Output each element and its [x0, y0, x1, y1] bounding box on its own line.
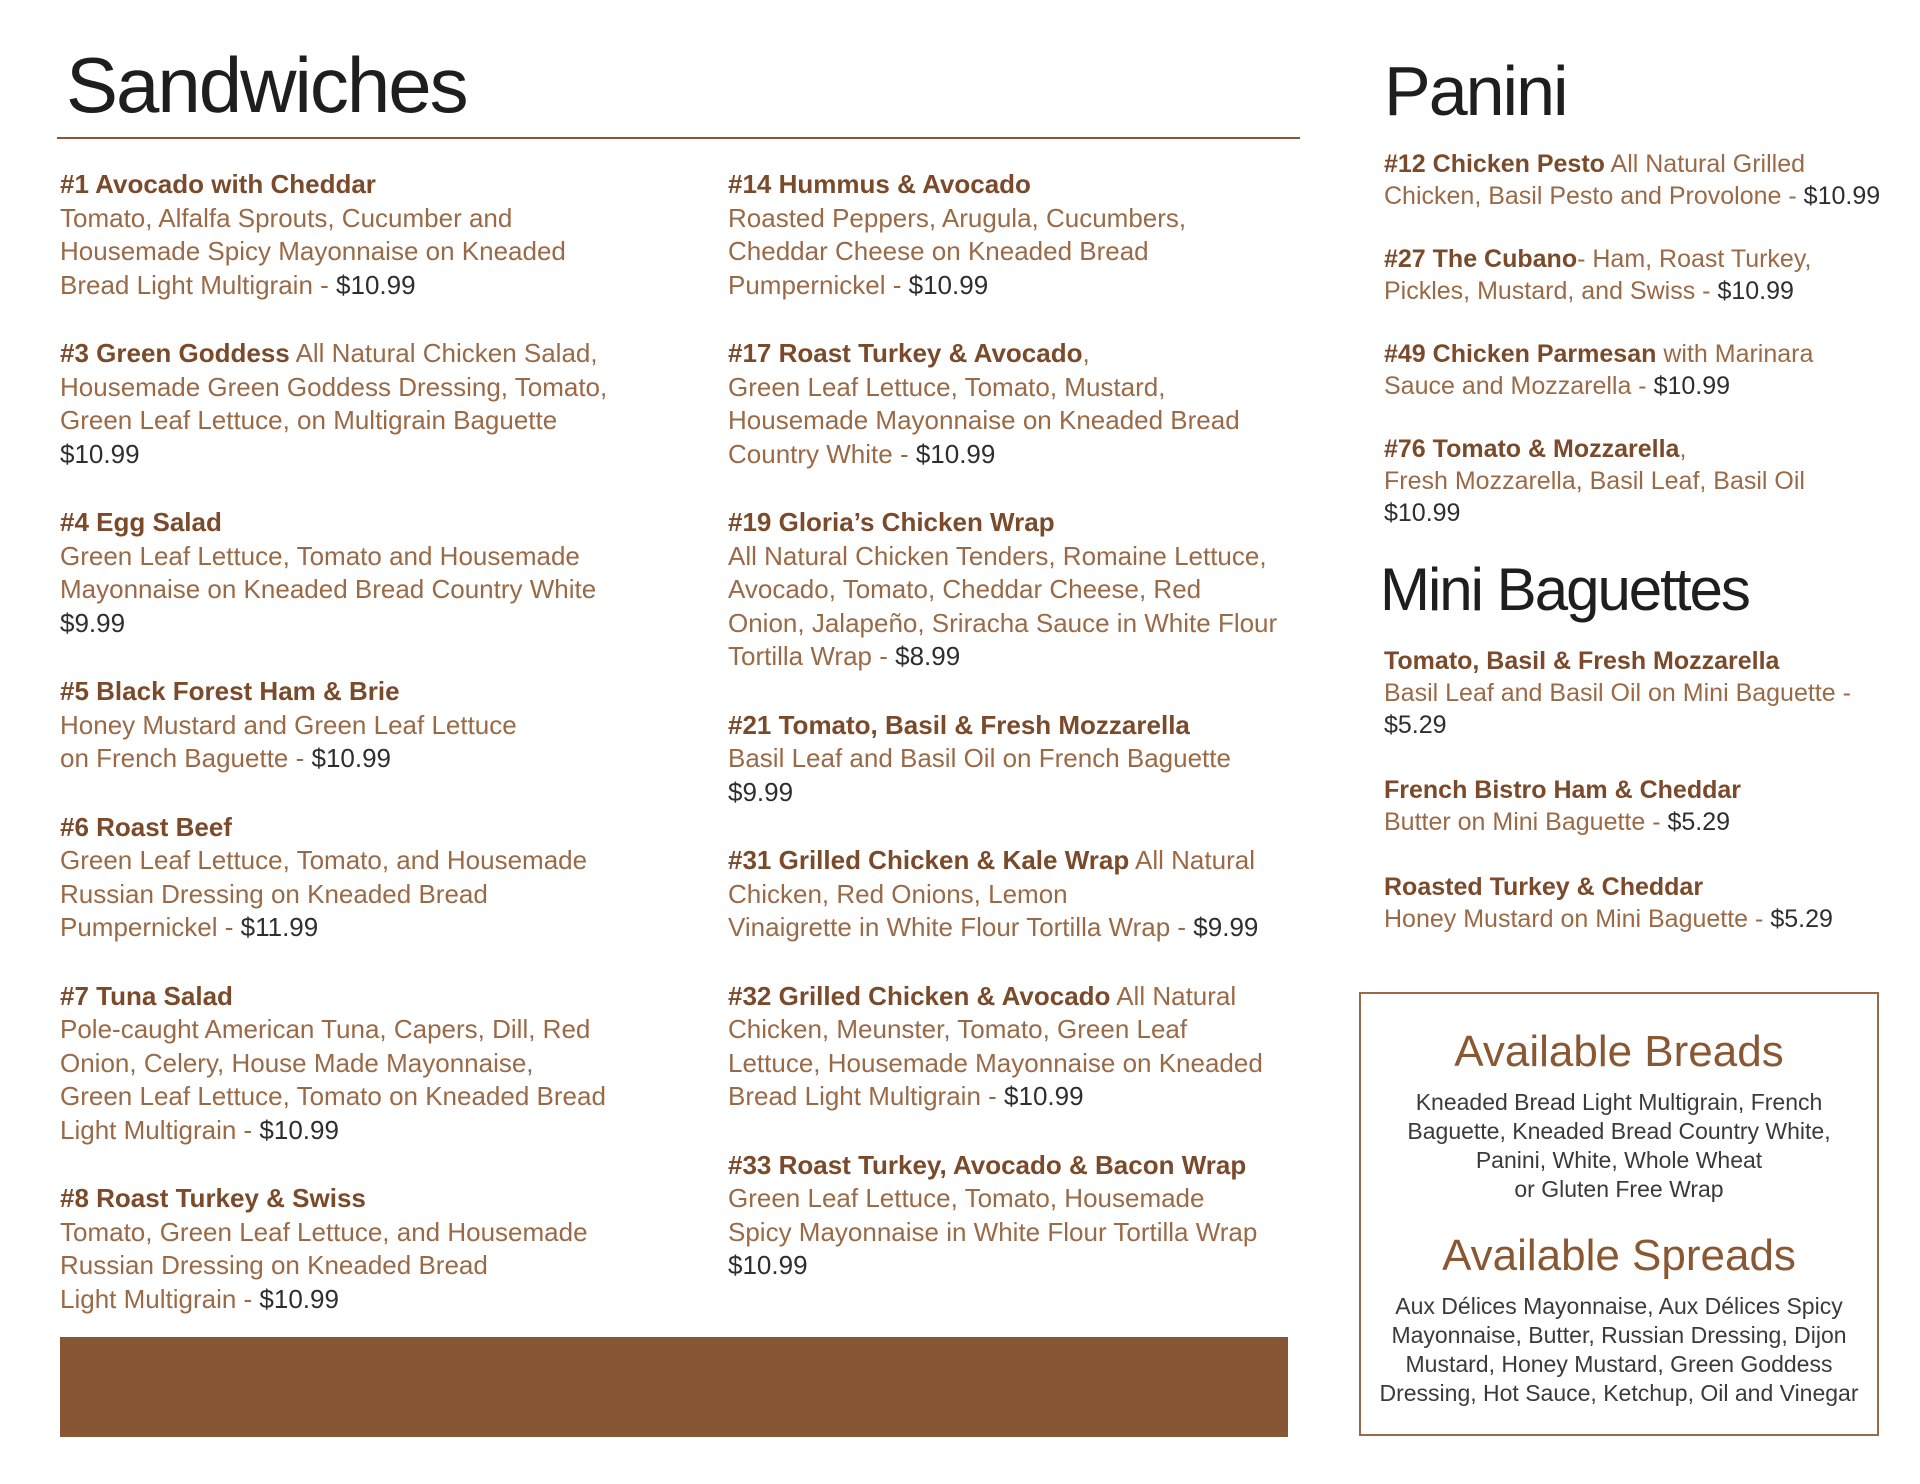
sandwiches-title: Sandwiches — [66, 41, 467, 129]
item-description: Green Leaf Lettuce, Tomato, Housemade — [728, 1183, 1205, 1213]
item-description: Onion, Jalapeño, Sriracha Sauce in White Flour — [728, 607, 1278, 638]
item-price: $10.99 — [311, 743, 392, 773]
item-name: #8 Roast Turkey & Swiss — [60, 1183, 366, 1213]
menu-item — [728, 844, 1328, 945]
item-description: Chicken, Basil Pesto and Provolone - — [1384, 182, 1804, 210]
item-description: Onion, Celery, House Made Mayonnaise, — [60, 1047, 534, 1078]
item-description: Bread Light Multigrain - — [60, 269, 337, 300]
item-description: Green Leaf Lettuce, on Multigrain Baguette — [60, 405, 558, 435]
menu-item: #17 Roast Turkey & Avocado, Green Leaf Lettuce, Tomato, Mustard, Housemade Mayonnaise on Kneaded Bread Country White - $10.99 — [728, 338, 1240, 469]
item-name: #17 Roast Turkey & Avocado — [728, 338, 1083, 368]
item-description: Green Leaf Lettuce, Tomato and Housemade — [60, 540, 580, 571]
sandwiches-right-column — [728, 168, 1328, 1318]
menu-item — [728, 1149, 1328, 1283]
brown-banner — [60, 1337, 1288, 1437]
item-description: Chicken, Red Onions, Lemon — [728, 878, 1068, 909]
menu-item — [60, 1182, 660, 1316]
item-description: All Natural Chicken Tenders, Romaine Lettuce, — [728, 540, 1267, 571]
spreads-heading: Available Spreads — [1442, 1231, 1796, 1280]
item-name: #27 The Cubano — [1384, 245, 1578, 273]
item-description: Pumpernickel - — [728, 269, 909, 300]
item-description: Fresh Mozzarella, Basil Leaf, Basil Oil — [1384, 467, 1805, 495]
item-name: #3 Green Goddess — [60, 338, 290, 368]
item-description: Chicken, Meunster, Tomato, Green Leaf — [728, 1014, 1188, 1044]
item-price: $10.99 — [1653, 372, 1731, 400]
item-price: $9.99 — [728, 776, 794, 807]
item-description: Cheddar Cheese on Kneaded Bread — [728, 236, 1149, 266]
mini-baguettes-title: Mini Baguettes — [1380, 556, 1749, 623]
item-description: Vinaigrette in White Flour Tortilla Wrap - — [728, 912, 1194, 942]
item-description: Green Leaf Lettuce, Tomato, Mustard, — [728, 371, 1166, 402]
menu-item — [60, 980, 660, 1148]
menu-item — [60, 811, 660, 945]
item-name: #76 Tomato & Mozzarella — [1384, 435, 1680, 463]
breads-text: Kneaded Bread Light Multigrain, French Baguette, Kneaded Bread Country White, Panini, White, Whole Wheat or Gluten Free Wrap — [1407, 1089, 1831, 1202]
item-price: $10.99 — [915, 438, 996, 469]
item-description: Avocado, Tomato, Cheddar Cheese, Red — [728, 574, 1202, 604]
item-description: Honey Mustard and Green Leaf Lettuce — [60, 709, 517, 740]
item-description: All Natural — [1116, 980, 1237, 1011]
item-price: $5.29 — [1770, 905, 1833, 933]
menu-item: #76 Tomato & Mozzarella, Fresh Mozzarella, Basil Leaf, Basil Oil $10.99 — [1384, 435, 1805, 527]
item-price: $10.99 — [1717, 277, 1794, 305]
item-price: $5.29 — [1667, 808, 1731, 836]
item-name: Roasted Turkey & Cheddar — [1384, 873, 1704, 901]
item-name: #32 Grilled Chicken & Avocado — [728, 980, 1111, 1011]
item-price: $10.99 — [728, 1250, 808, 1280]
menu-item — [1384, 148, 1904, 212]
item-description: Housemade Mayonnaise on Kneaded Bread — [728, 405, 1240, 435]
item-description: Mayonnaise on Kneaded Bread Country White — [60, 574, 597, 604]
item-name: Tomato, Basil & Fresh Mozzarella — [1384, 647, 1780, 675]
item-name: #19 Gloria’s Chicken Wrap — [728, 507, 1055, 537]
menu-item — [728, 709, 1328, 810]
item-name: #12 Chicken Pesto — [1384, 150, 1605, 178]
item-name: French Bistro Ham & Cheddar — [1384, 776, 1742, 804]
item-name: #21 Tomato, Basil & Fresh Mozzarella — [728, 709, 1190, 740]
item-description: Butter on Mini Baguette - — [1384, 808, 1668, 836]
item-name: #6 Roast Beef — [60, 811, 232, 842]
item-description: Bread Light Multigrain - — [728, 1081, 1005, 1111]
item-price: $10.99 — [908, 269, 989, 300]
item-description: Tomato, Green Leaf Lettuce, and Housemade — [60, 1216, 588, 1247]
item-description: Green Leaf Lettuce, Tomato, and Housemade — [60, 845, 588, 875]
item-description: Country White - — [728, 438, 916, 469]
item-description: Tortilla Wrap - — [728, 641, 896, 671]
item-description: Basil Leaf and Basil Oil on French Baguette — [728, 743, 1231, 773]
item-description: Lettuce, Housemade Mayonnaise on Kneaded — [728, 1047, 1263, 1078]
item-description: Russian Dressing on Kneaded Bread — [60, 1250, 488, 1280]
item-description: Russian Dressing on Kneaded Bread — [60, 878, 488, 909]
menu-item — [60, 506, 660, 640]
item-description: Pickles, Mustard, and Swiss - — [1384, 277, 1718, 305]
item-name: #4 Egg Salad — [60, 507, 222, 537]
menu-item — [728, 980, 1328, 1114]
menu-item — [60, 168, 660, 302]
item-description: Housemade Spicy Mayonnaise on Kneaded — [60, 236, 566, 266]
item-description: on French Baguette - — [60, 743, 312, 773]
item-price: $10.99 — [336, 269, 416, 300]
breads-heading: Available Breads — [1454, 1027, 1784, 1076]
item-price: $8.99 — [895, 641, 961, 671]
panini-title: Panini — [1384, 52, 1567, 130]
item-description: All Natural Grilled — [1610, 150, 1806, 178]
menu-item — [728, 506, 1328, 674]
spreads-text: Aux Délices Mayonnaise, Aux Délices Spicy Mayonnaise, Butter, Russian Dressing, Dijon Mustard, Honey Mustard, Green Goddess Dressing, Hot Sauce, Ketchup, Oil and Vinegar — [1379, 1293, 1859, 1406]
menu-item — [60, 675, 660, 776]
item-price: $9.99 — [1193, 912, 1259, 942]
item-price: $10.99 — [1004, 1081, 1084, 1111]
item-description: Roasted Peppers, Arugula, Cucumbers, — [728, 202, 1187, 233]
mini-baguettes-list — [1384, 645, 1904, 968]
menu-item — [1384, 338, 1904, 402]
item-description: All Natural — [1135, 845, 1255, 875]
item-name: #14 Hummus & Avocado — [728, 169, 1031, 199]
item-price: $10.99 — [1384, 499, 1461, 527]
menu-item — [60, 337, 660, 471]
breads-spreads-box — [1359, 992, 1879, 1436]
menu-item — [728, 168, 1328, 302]
item-price: $10.99 — [1803, 182, 1881, 210]
menu-item — [1384, 871, 1904, 935]
item-price: $9.99 — [60, 607, 126, 638]
item-description: Green Leaf Lettuce, Tomato on Kneaded Bread — [60, 1081, 606, 1111]
item-price: $10.99 — [259, 1283, 339, 1314]
item-description: Pole-caught American Tuna, Capers, Dill, Red — [60, 1014, 591, 1044]
item-description: Housemade Green Goddess Dressing, Tomato, — [60, 371, 608, 402]
panini-list — [1384, 148, 1904, 560]
item-description: Tomato, Alfalfa Sprouts, Cucumber and — [60, 202, 513, 233]
item-description: Honey Mustard on Mini Baguette - — [1384, 905, 1771, 933]
item-description: Light Multigrain - — [60, 1283, 260, 1314]
item-price: $10.99 — [259, 1114, 339, 1145]
item-description: Pumpernickel - — [60, 912, 241, 942]
sandwiches-left-column — [60, 168, 660, 1351]
item-name: #31 Grilled Chicken & Kale Wrap — [728, 845, 1130, 875]
menu-item — [1384, 774, 1904, 838]
item-name: #33 Roast Turkey, Avocado & Bacon Wrap — [728, 1149, 1247, 1180]
item-description: All Natural Chicken Salad, — [295, 338, 598, 368]
item-description: with Marinara — [1663, 340, 1814, 368]
item-description: Light Multigrain - — [60, 1114, 260, 1145]
item-price: $10.99 — [60, 438, 140, 469]
item-description: Basil Leaf and Basil Oil on Mini Baguette - — [1384, 679, 1851, 707]
item-name: #49 Chicken Parmesan — [1384, 340, 1657, 368]
item-name: #5 Black Forest Ham & Brie — [60, 676, 400, 706]
menu-item — [1384, 645, 1904, 741]
item-price: $11.99 — [240, 912, 319, 942]
item-description: Ham, Roast Turkey, — [1592, 245, 1812, 273]
title-divider — [57, 137, 1300, 139]
item-name: #7 Tuna Salad — [60, 980, 233, 1011]
item-price: $5.29 — [1384, 711, 1447, 739]
item-name: #1 Avocado with Cheddar — [60, 169, 376, 199]
menu-item: #27 The Cubano- Ham, Roast Turkey, Pickles, Mustard, and Swiss - $10.99 — [1384, 245, 1812, 305]
item-description: Spicy Mayonnaise in White Flour Tortilla Wrap — [728, 1216, 1258, 1247]
item-description: Sauce and Mozzarella - — [1384, 372, 1654, 400]
